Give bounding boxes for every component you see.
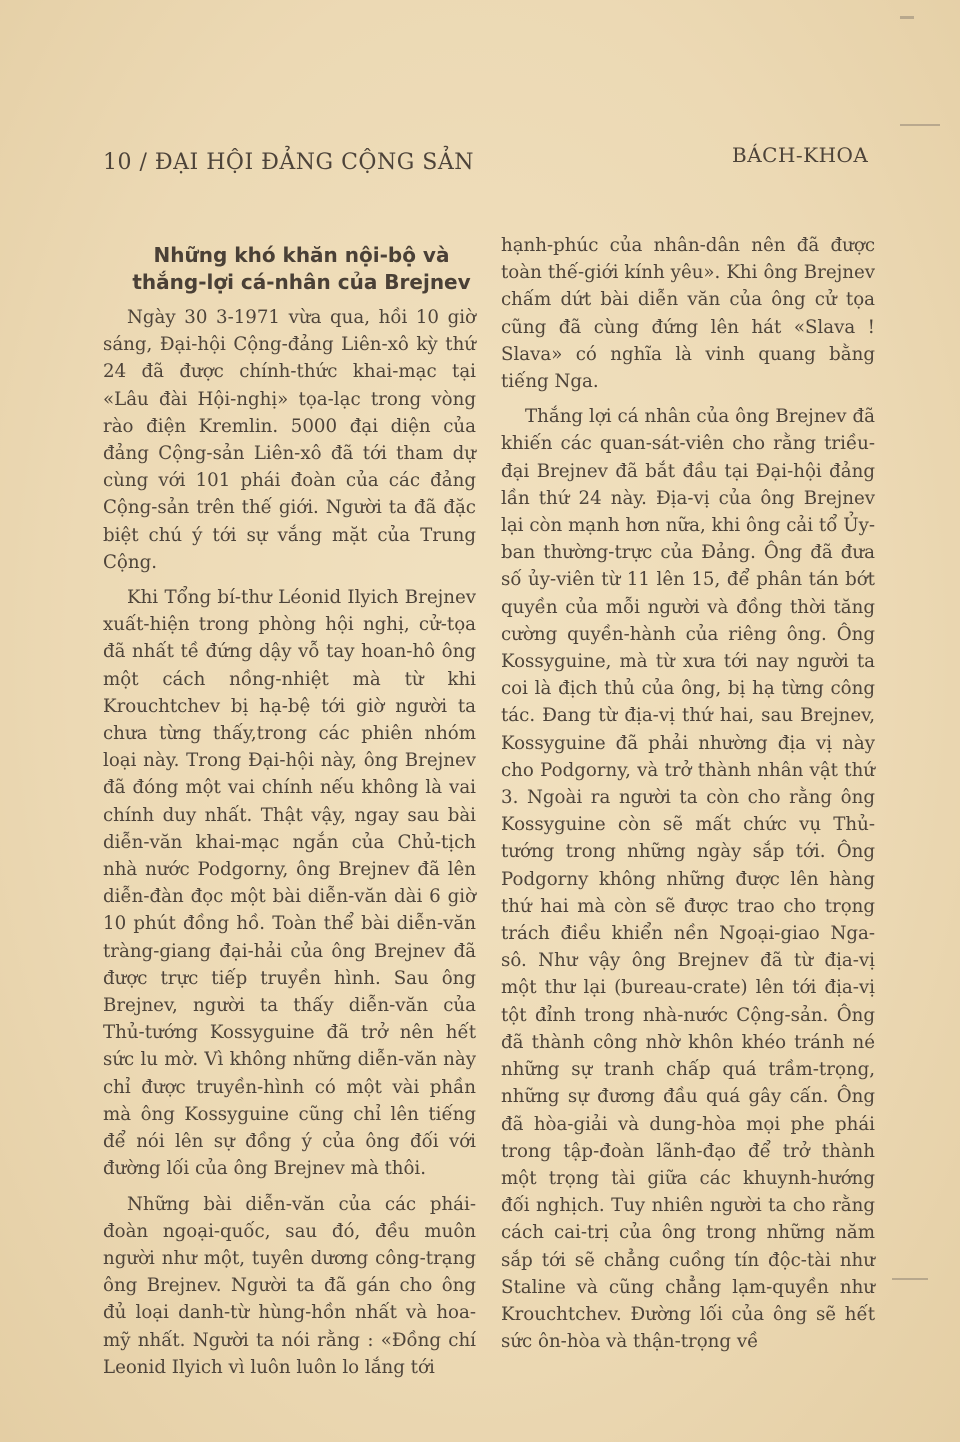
scan-mark <box>900 124 940 126</box>
scan-mark <box>900 16 914 19</box>
paragraph: Những bài diễn-văn của các phái-đoàn ngoại-quốc, sau đó, đều muôn người như một, tuyên dương công-trạng ông Brejnev. Người ta đã gán cho ông đủ loại danh-từ hùng-hồn nhất và hoa-mỹ nhất. Người ta nói rằng : «Đồng chí Leonid Ilyich vì luôn luôn lo lắng tới <box>103 1193 476 1378</box>
article-title-line-2: thắng-lợi cá-nhân của Brejnev <box>132 270 471 294</box>
right-column <box>501 232 875 1363</box>
article-title-line-1: Những khó khăn nội-bộ và <box>153 243 450 267</box>
running-header-right: BÁCH-KHOA <box>732 143 869 167</box>
paragraph: Khi Tổng bí-thư Léonid Ilyich Brejnev xuất-hiện trong phòng hội nghị, cử-tọa đã nhất tề đứng dậy vỗ tay hoan-hô ông một cách nồng-nhiệt mà từ khi Krouchtchev bị hạ-bệ tới giờ người ta chưa từng thấy,trong các phiên nhóm loại này. Trong Đại-hội này, ông Brejnev đã đóng một vai chính nếu không là vai chính duy nhất. Thật vậy, ngay sau bài diễn-văn khai-mạc ngắn của Chủ-tịch nhà nước Podgorny, ông Brejnev đã lên diễn-đàn đọc một bài diễn-văn dài 6 giờ 10 phút đồng hồ. Toàn thể bài diễn-văn tràng-giang đại-hải của ông Brejnev đã được trực tiếp truyền hình. Sau ông Brejnev, người ta thấy diễn-văn của Thủ-tướng Kossyguine đã trở nên hết sức lu mờ. Vì không những diễn-văn này chỉ được truyền-hình có một vài phần mà ông Kossyguine cũng chỉ lên tiếng để nói lên sự đồng ý của ông đối với đường lối của ông Brejnev mà thôi. <box>103 587 476 1180</box>
paragraph: Thắng lợi cá nhân của ông Brejnev đã khiến các quan-sát-viên cho rằng triều-đại Brejnev đã bắt đầu tại Đại-hội đảng lần thứ 24 này. Địa-vị của ông Brejnev lại còn mạnh hơn nữa, khi ông cải tổ Ủy-ban thường-trực của Đảng. Ông đã đưa số ủy-viên từ 11 lên 15, để phân tán bớt quyền của mỗi người và đồng thời tăng cường quyền-hành của riêng ông. Ông Kossyguine, mà từ xưa tới nay người ta coi là địch thủ của ông, bị hạ từng công tác. Đang từ địa-vị thứ hai, sau Brejnev, Kossyguine đã phải nhường địa vị này cho Podgorny, và trở thành nhân vật thứ 3. Ngoài ra người ta còn cho rằng ông Kossyguine còn sẽ mất chức vụ Thủ-tướng trong những ngày sắp tới. Ông Podgorny không những được lên hàng thứ hai mà còn sẽ được trao cho trọng trách điều khiển nền Ngoại-giao Nga-sô. Như vậy ông Brejnev đã từ địa-vị một thư lại (bureau-crate) lên tới địa-vị tột đỉnh trong nhà-nước Cộng-sản. Ông đã thành công nhờ khôn khéo tránh né những sự tranh chấp quá trầm-trọng, những sự đương đầu quá gây cấn. Ông đã hòa-giải và dung-hòa mọi phe phái trong tập-đoàn lãnh-đạo để trở thành một trọng tài giữa các khuynh-hướng đối nghịch. Tuy nhiên người ta cho rằng cách cai-trị của ông trong những năm sắp tới sẽ chẳng cuồng tín độc-tài như Staline và cũng chẳng lạm-quyền như Krouchtchev. Đường lối của ông sẽ hết sức ôn-hòa và thận-trọng về <box>501 406 875 1353</box>
running-header-left: 10 / ĐẠI HỘI ĐẢNG CỘNG SẢN <box>103 150 474 175</box>
left-column <box>103 232 476 1389</box>
paragraph: Ngày 30 3-1971 vừa qua, hồi 10 giờ sáng, Đại-hội Cộng-đảng Liên-xô kỳ thứ 24 đã được chính-thức khai-mạc tại «Lâu đài Hội-nghị» tọa-lạc trong vòng rào điện Kremlin. 5000 đại diện của đảng Cộng-sản Liên-xô đã tới tham dự cùng với 101 phái đoàn của các đảng Cộng-sản trên thế giới. Người ta đã đặc biệt chú ý tới sự vắng mặt của Trung Cộng. <box>103 307 476 573</box>
article-title <box>127 242 476 296</box>
paragraph: hạnh-phúc của nhân-dân nên đã được toàn thế-giới kính yêu». Khi ông Brejnev chấm dứt bài diễn văn của ông cử tọa cũng đã cùng đứng lên hát «Slava ! Slava» có nghĩa là vinh quang bằng tiếng Nga. <box>501 235 875 393</box>
scan-mark <box>892 1278 928 1280</box>
